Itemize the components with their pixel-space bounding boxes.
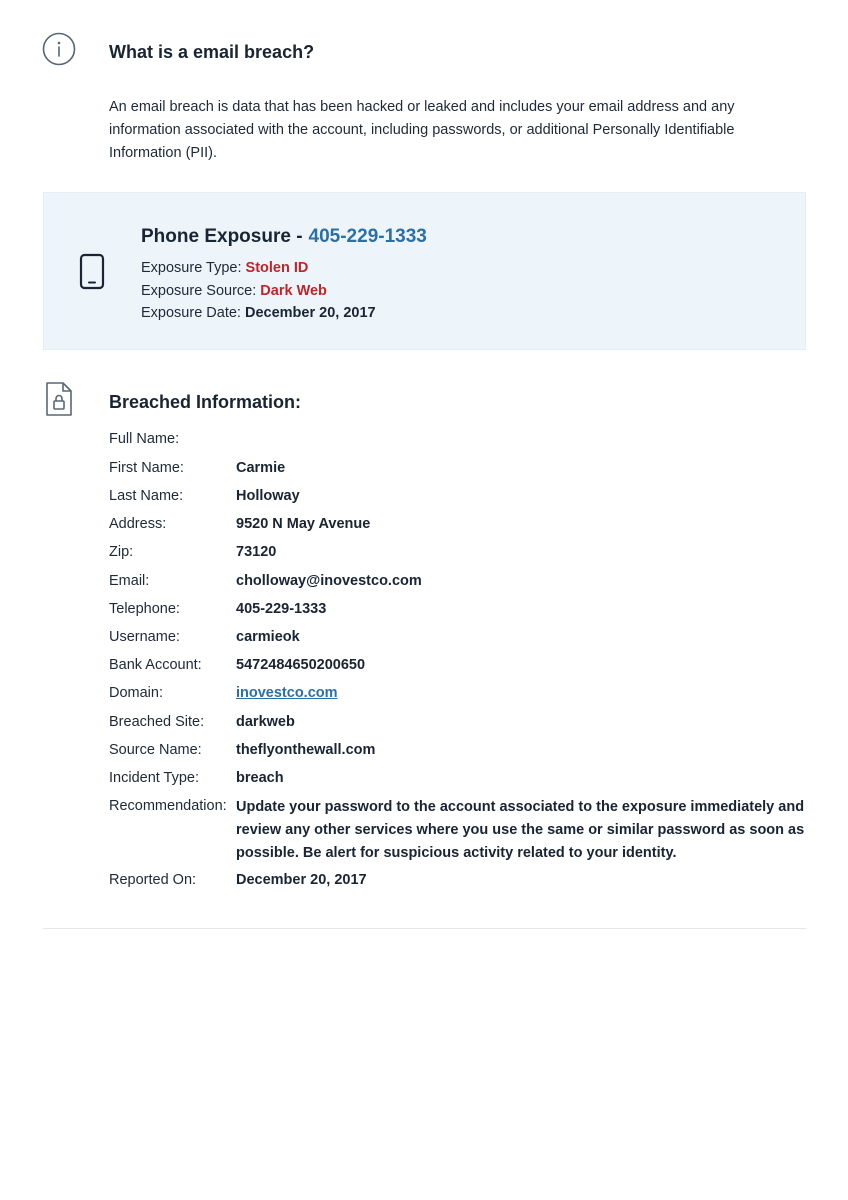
row-label: Recommendation: [109, 798, 227, 814]
row-label: Last Name: [109, 488, 184, 504]
phone-icon [76, 252, 108, 292]
row-value: December 20, 2017 [236, 872, 367, 888]
exposure-phone: 405-229-1333 [308, 226, 427, 247]
row-label: Incident Type: [109, 770, 200, 786]
exposure-type [141, 260, 308, 276]
row-label: Email: [109, 573, 150, 589]
row-value: theflyonthewall.com [236, 742, 376, 758]
breached-title: Breached Information: [109, 392, 302, 412]
row-label: Address: [109, 516, 167, 532]
exposure-title [141, 226, 427, 248]
exposure-type-label: Exposure Type: [141, 260, 242, 276]
row-value: Carmie [236, 460, 286, 476]
row-label: First Name: [109, 460, 184, 476]
row-value: 73120 [236, 544, 277, 560]
intro-title: What is a email breach? [109, 42, 315, 62]
row-label: Source Name: [109, 742, 202, 758]
row-label: Bank Account: [109, 657, 202, 673]
info-icon [42, 32, 76, 66]
file-lock-icon [44, 380, 74, 418]
exposure-date [141, 305, 376, 321]
row-label: Full Name: [109, 431, 180, 447]
exposure-source [141, 283, 327, 299]
row-label: Username: [109, 629, 180, 645]
row-value: Holloway [236, 488, 300, 504]
exposure-source-value: Dark Web [260, 283, 327, 299]
row-value: breach [236, 770, 284, 786]
intro-body: An email breach is data that has been hacked or leaked and includes your email address and any information associated with the account, including passwords, or additional Personally Identifiable Information (PII). [109, 99, 735, 161]
row-value: 405-229-1333 [236, 601, 327, 617]
exposure-type-value: Stolen ID [245, 260, 309, 276]
row-label: Breached Site: [109, 714, 205, 730]
exposure-source-label: Exposure Source: [141, 283, 257, 299]
row-value: cholloway@inovestco.com [236, 573, 422, 589]
section-divider [43, 928, 806, 929]
row-value: 5472484650200650 [236, 657, 366, 673]
row-label: Domain: [109, 685, 163, 701]
row-value: 9520 N May Avenue [236, 516, 371, 532]
exposure-date-value: December 20, 2017 [244, 305, 376, 321]
row-value: Update your password to the account associated to the exposure immediately and review any other services where you use the same or similar password as soon as possible. Be alert for suspicious activity related to your identity. [236, 799, 805, 861]
exposure-date-label: Exposure Date: [141, 305, 241, 321]
row-label: Reported On: [109, 872, 197, 888]
exposure-title-prefix: Phone Exposure - [141, 226, 303, 247]
row-value: darkweb [236, 714, 295, 730]
row-label: Zip: [109, 544, 134, 560]
row-label: Telephone: [109, 601, 180, 617]
domain-link[interactable]: inovestco.com [236, 685, 338, 701]
row-value: carmieok [236, 629, 300, 645]
